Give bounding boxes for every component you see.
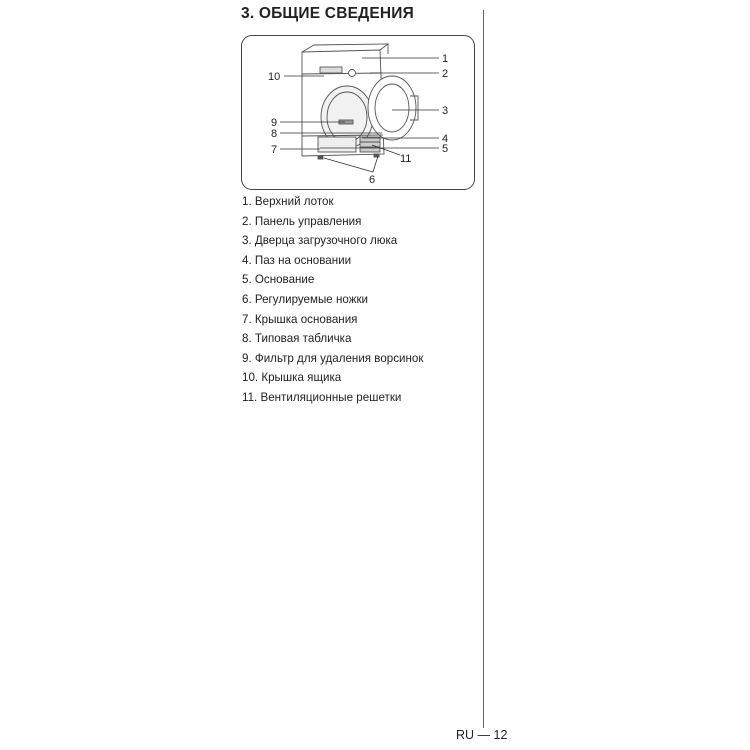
part-item-10: 10. Крышка ящика bbox=[242, 371, 342, 385]
part-item-8: 8. Типовая табличка bbox=[242, 332, 352, 346]
control-knob-shape bbox=[349, 70, 356, 77]
dryer-diagram bbox=[242, 36, 475, 190]
dryer-diagram-frame bbox=[241, 35, 475, 190]
ventilation-grille-shape bbox=[360, 137, 380, 152]
callout-5: 5 bbox=[442, 143, 449, 155]
callout-2: 2 bbox=[442, 68, 449, 80]
page-number: RU — 12 bbox=[456, 728, 508, 742]
part-item-6: 6. Регулируемые ножки bbox=[242, 292, 369, 306]
callout-6: 6 bbox=[369, 174, 376, 186]
page-title: 3. ОБЩИЕ СВЕДЕНИЯ bbox=[241, 5, 414, 22]
callout-10: 10 bbox=[268, 71, 281, 83]
part-item-3: 3. Дверца загрузочного люка bbox=[242, 234, 398, 248]
callout-3: 3 bbox=[442, 105, 449, 117]
parts-list bbox=[242, 192, 423, 408]
callout-4: 4 bbox=[442, 133, 449, 145]
callout-11: 11 bbox=[400, 153, 412, 165]
part-item-7: 7. Крышка основания bbox=[242, 312, 358, 326]
part-item-11: 11. Вентиляционные решетки bbox=[242, 390, 402, 404]
base-cover-shape bbox=[318, 137, 356, 152]
callout-1: 1 bbox=[442, 53, 449, 65]
part-item-9: 9. Фильтр для удаления ворсинок bbox=[242, 351, 424, 365]
part-item-4: 4. Паз на основании bbox=[242, 253, 352, 267]
drawer-cover-shape bbox=[320, 67, 342, 73]
adjustable-foot-left bbox=[318, 156, 323, 159]
part-item-1: 1. Верхний лоток bbox=[242, 195, 334, 208]
adjustable-foot-right bbox=[374, 154, 379, 157]
part-item-2: 2. Панель управления bbox=[242, 214, 362, 228]
callout-8: 8 bbox=[271, 128, 278, 140]
part-item-5: 5. Основание bbox=[242, 273, 315, 287]
column-divider bbox=[483, 10, 484, 728]
callout-9: 9 bbox=[271, 117, 278, 129]
callout-7: 7 bbox=[271, 144, 278, 156]
